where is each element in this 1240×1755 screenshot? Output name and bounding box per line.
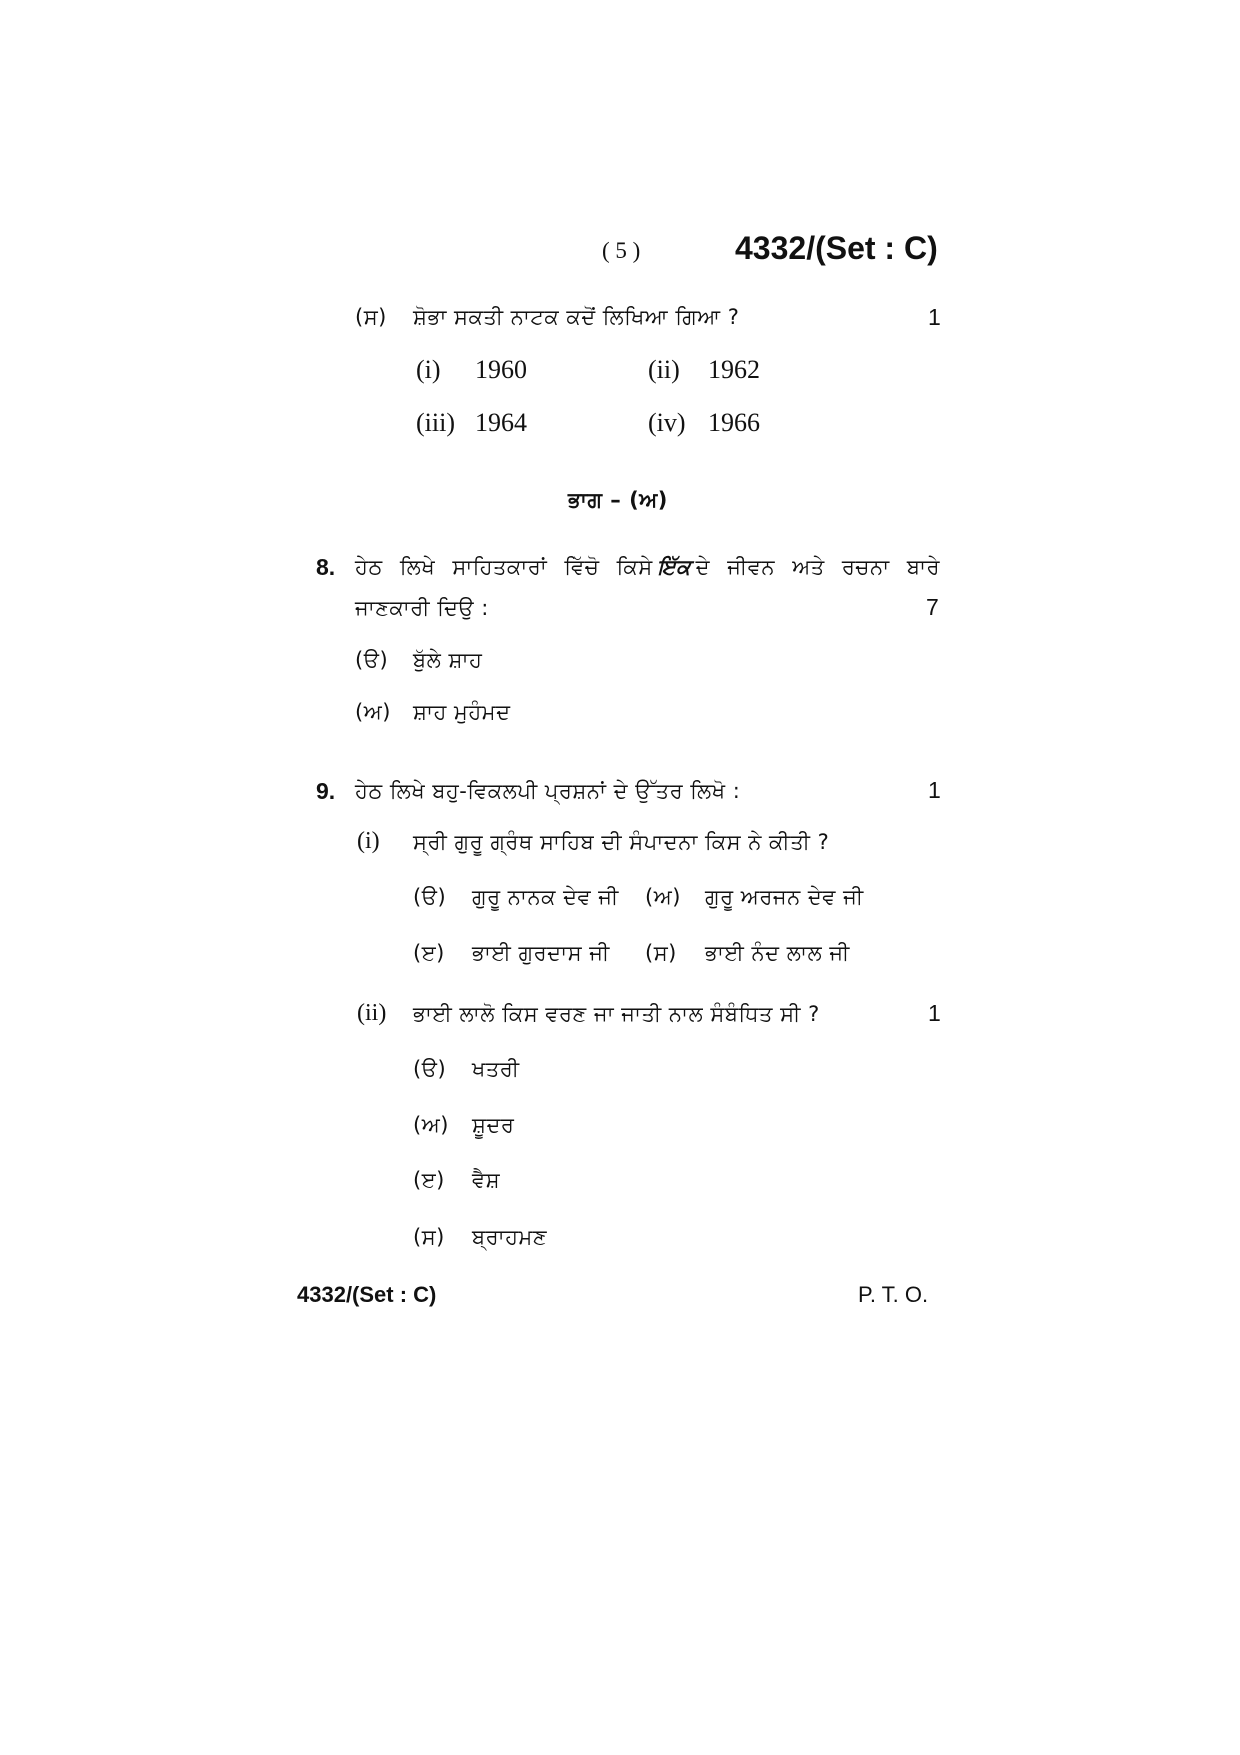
option-value: 1966	[708, 408, 760, 437]
paper-code-header: 4332/(Set : C)	[735, 230, 938, 266]
option-label: (ੳ)	[413, 1057, 447, 1081]
subquestion-text: ਭਾਈ ਲਾਲੋ ਕਿਸ ਵਰਣ ਜਾ ਜਾਤੀ ਨਾਲ ਸੰਬੰਧਿਤ ਸੀ ?	[413, 1002, 820, 1026]
option-text: ਭਾਈ ਨੰਦ ਲਾਲ ਜੀ	[705, 941, 850, 965]
option-value: 1962	[708, 355, 760, 384]
question-marks: 1	[928, 304, 941, 330]
question-marks: 1	[928, 777, 941, 803]
question-label: (ਸ)	[355, 305, 387, 329]
option-label: (ੲ)	[413, 1168, 445, 1192]
subquestion-number: (i)	[357, 828, 380, 854]
question-text-line1	[355, 555, 940, 580]
option-text: ਸ਼ੂਦਰ	[472, 1113, 515, 1137]
option-text: ਵੈਸ਼	[472, 1168, 501, 1192]
question-text: ਸ਼ੋਭਾ ਸਕਤੀ ਨਾਟਕ ਕਦੋਂ ਲਿਖਿਆ ਗਿਆ ?	[413, 305, 740, 329]
question-marks: 7	[926, 594, 939, 620]
question-text-pre: ਹੇਠ ਲਿਖੇ ਸਾਹਿਤਕਾਰਾਂ ਵਿੱਚੋ ਕਿਸੇ	[355, 555, 653, 579]
subquestion-number: (ii)	[357, 1000, 387, 1026]
question-text-post: ਦੇ ਜੀਵਨ ਅਤੇ ਰਚਨਾ ਬਾਰੇ	[695, 555, 940, 579]
question-number: 8.	[316, 554, 336, 580]
page-number: ( 5 )	[602, 238, 641, 263]
question-number: 9.	[316, 778, 336, 804]
option-text: ਸ਼ਾਹ ਮੁਹੰਮਦ	[413, 700, 511, 724]
option-label: (ੲ)	[413, 941, 445, 965]
option-label: (ਸ)	[413, 1225, 445, 1249]
option-number: (iv)	[648, 408, 686, 437]
option-text: ਗੁਰੂ ਅਰਜਨ ਦੇਵ ਜੀ	[705, 885, 864, 909]
option-text: ਬੁੱਲੇ ਸ਼ਾਹ	[413, 648, 483, 672]
option-label: (ੳ)	[413, 885, 447, 909]
option-label: (ਅ)	[355, 700, 391, 724]
please-turn-over: P. T. O.	[858, 1282, 929, 1307]
option-value: 1964	[475, 408, 527, 437]
option-text: ਭਾਈ ਗੁਰਦਾਸ ਜੀ	[472, 941, 610, 965]
option-text: ਬ੍ਰਾਹਮਣ	[472, 1225, 548, 1249]
option-number: (i)	[416, 355, 441, 384]
option-number: (ii)	[648, 355, 680, 384]
option-label: (ਅ)	[413, 1113, 449, 1137]
option-label: (ਸ)	[645, 941, 677, 965]
option-label: (ੳ)	[355, 648, 389, 672]
option-value: 1960	[475, 355, 527, 384]
paper-code-footer: 4332/(Set : C)	[297, 1282, 437, 1307]
option-number: (iii)	[416, 408, 455, 437]
question-text: ਹੇਠ ਲਿਖੇ ਬਹੁ-ਵਿਕਲਪੀ ਪ੍ਰਸ਼ਨਾਂ ਦੇ ਉੱਤਰ ਲਿਖੋ :	[355, 779, 741, 803]
option-label: (ਅ)	[645, 885, 681, 909]
option-text: ਗੁਰੂ ਨਾਨਕ ਦੇਵ ਜੀ	[472, 885, 619, 909]
emphasis-word: ਇੱਕ	[657, 555, 691, 579]
question-marks: 1	[928, 1000, 941, 1026]
subquestion-text: ਸ੍ਰੀ ਗੁਰੂ ਗ੍ਰੰਥ ਸਾਹਿਬ ਦੀ ਸੰਪਾਦਨਾ ਕਿਸ ਨੇ ਕੀਤੀ ?	[413, 830, 830, 854]
question-text-line2: ਜਾਣਕਾਰੀ ਦਿਉ :	[355, 596, 489, 620]
option-text: ਖਤਰੀ	[472, 1057, 520, 1081]
section-heading: ਭਾਗ – (ਅ)	[568, 488, 668, 512]
